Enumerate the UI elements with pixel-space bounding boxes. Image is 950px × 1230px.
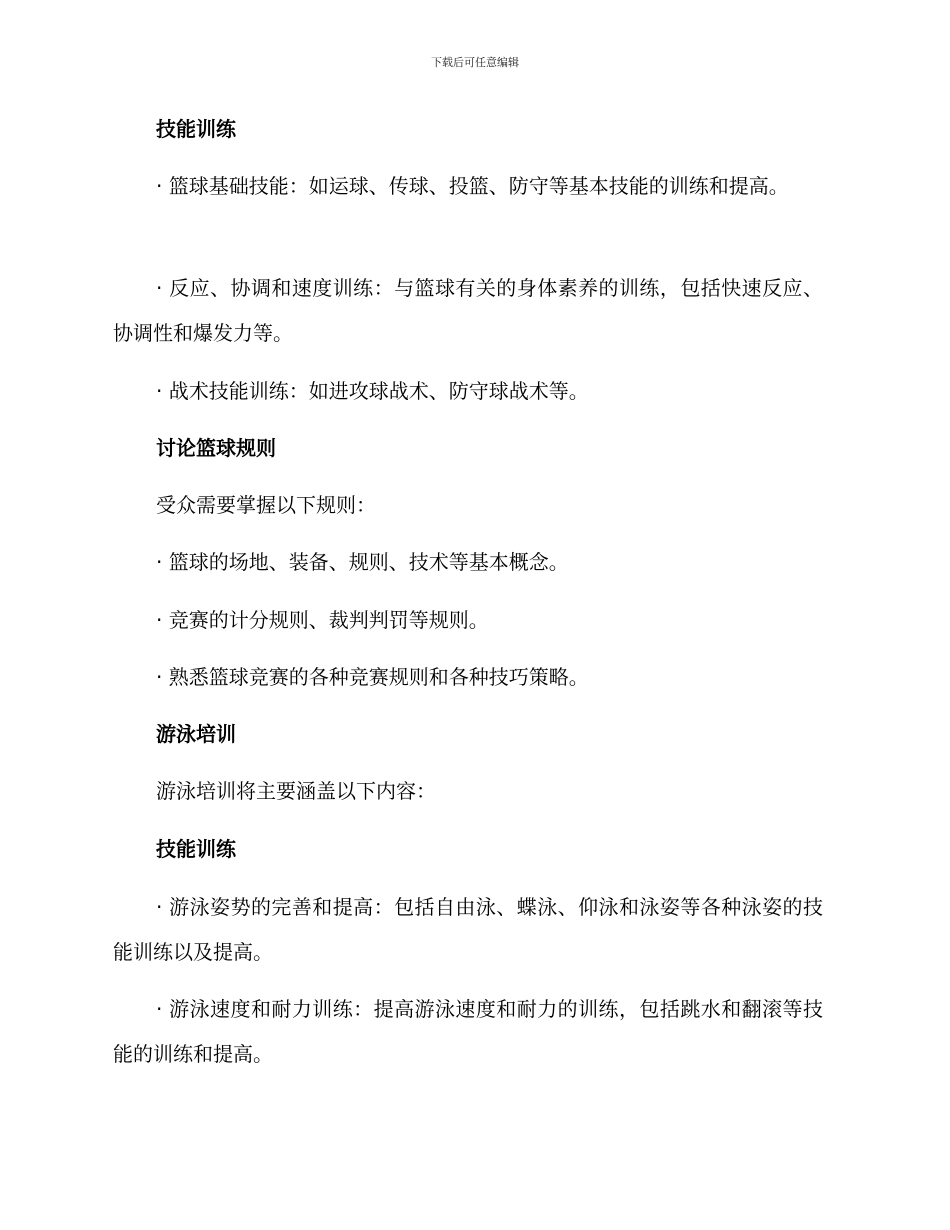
rules-intro: 受众需要掌握以下规则： (156, 493, 376, 517)
swimming-intro: 游泳培训将主要涵盖以下内容： (156, 779, 436, 803)
bullet-tactical-skills: · 战术技能训练：如进攻球战术、防守球战术等。 (156, 379, 589, 403)
bullet-basic-concepts: · 篮球的场地、装备、规则、技术等基本概念。 (156, 550, 569, 574)
bullet-competition-rules: · 熟悉篮球竞赛的各种竞赛规则和各种技巧策略。 (156, 665, 589, 689)
bullet-basketball-basics: · 篮球基础技能：如运球、传球、投篮、防守等基本技能的训练和提高。 (156, 174, 789, 198)
bullet-scoring-rules: · 竞赛的计分规则、裁判判罚等规则。 (156, 608, 489, 632)
bullet-reaction-coordination: · 反应、协调和速度训练：与篮球有关的身体素养的训练，包括快速反应、协调性和爆发力等。 (113, 276, 823, 345)
section-heading-basketball-skills: 技能训练 (156, 117, 236, 141)
bullet-swimming-speed: · 游泳速度和耐力训练：提高游泳速度和耐力的训练，包括跳水和翻滚等技能的训练和提高。 (113, 997, 823, 1066)
section-heading-swimming-skills: 技能训练 (156, 837, 236, 861)
section-heading-basketball-rules: 讨论篮球规则 (156, 436, 276, 460)
page-header: 下载后可任意编辑 (431, 56, 519, 69)
bullet-swimming-strokes: · 游泳姿势的完善和提高：包括自由泳、蝶泳、仰泳和泳姿等各种泳姿的技能训练以及提高。 (113, 895, 823, 964)
section-heading-swimming: 游泳培训 (156, 722, 236, 746)
